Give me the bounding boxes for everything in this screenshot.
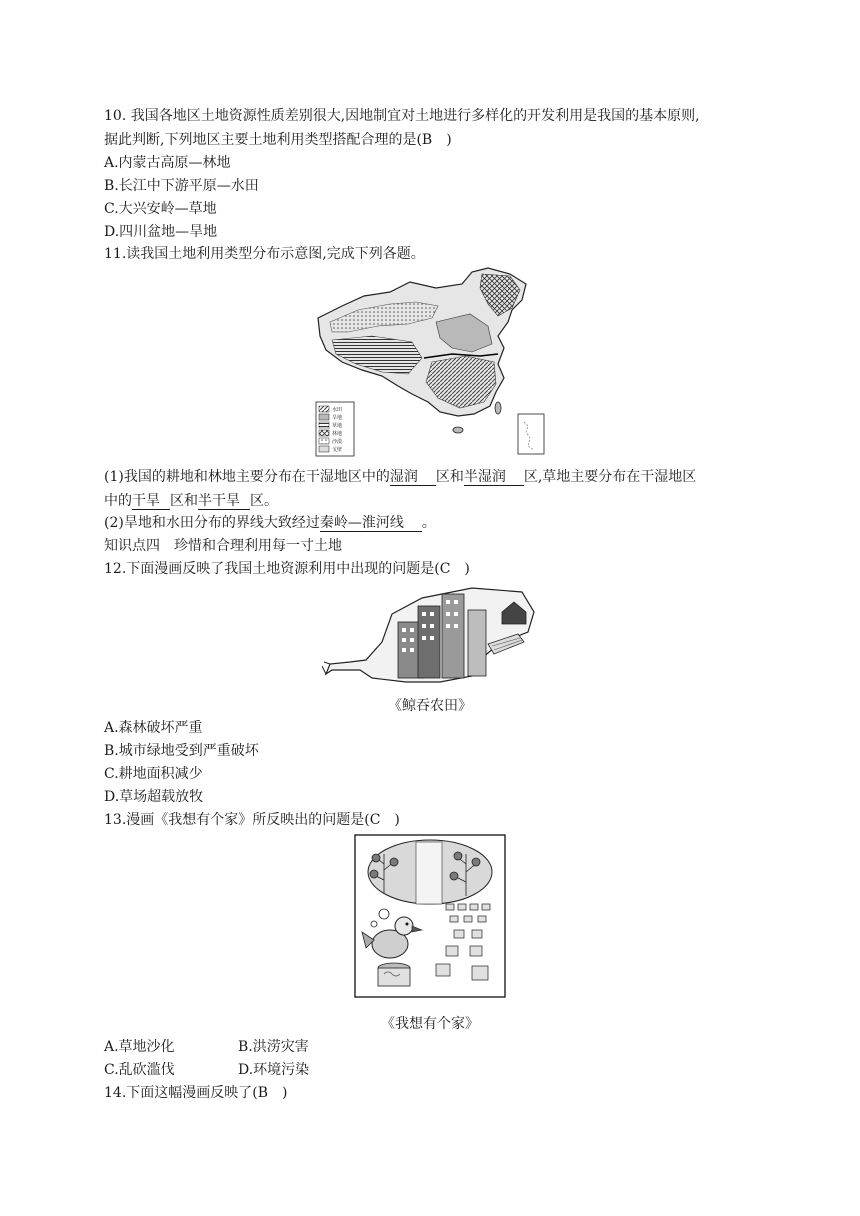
q11-stem: 11.读我国土地利用类型分布示意图,完成下列各题。 [104,246,425,262]
q10-option-b: B.长江中下游平原—水田 [104,178,259,194]
q11-sub1-line2 [104,491,278,511]
legend-forest: 林地 [332,431,343,437]
i-want-a-home-cartoon [354,834,506,998]
q11-sub1-text-c: 区,草地主要分布在干湿地区 [523,469,697,485]
q11-sub2 [104,513,436,533]
china-land-use-map [312,266,548,458]
section-heading-4: 知识点四 珍惜和合理利用每一寸土地 [104,538,342,554]
legend-desert: 沙漠 [332,439,343,445]
q13-option-c: C.乱砍滥伐 [104,1062,175,1078]
q11-sub1-text-e: 区和 [170,493,198,509]
q11-sub1-text-f: 区。 [250,493,278,509]
whale-swallows-farmland-cartoon [322,582,536,686]
q10-option-d: D.四川盆地—旱地 [104,224,218,240]
q12-option-c: C.耕地面积减少 [104,766,203,782]
q12-option-a: A.森林破坏严重 [104,720,203,736]
q11-answer-humid: 湿润 [390,469,436,486]
q11-answer-semi-humid: 半湿润 [464,469,524,486]
q11-sub1-line1 [104,467,696,487]
q12-caption: 《鲸吞农田》 [388,698,472,714]
legend-paddy: 水田 [332,407,343,413]
q13-stem: 13.漫画《我想有个家》所反映出的问题是(C ) [104,812,400,828]
legend-grassland: 草地 [332,423,343,429]
q10-option-c: C.大兴安岭—草地 [104,201,217,217]
q12-option-b: B.城市绿地受到严重破坏 [104,743,259,759]
q11-answer-arid: 干旱 [132,493,170,510]
q13-options-row2 [104,1060,309,1080]
q11-answer-boundary: 秦岭—淮河线 [320,515,422,532]
q13-option-a: A.草地沙化 [104,1039,175,1055]
q10-option-a: A.内蒙古高原—林地 [104,155,231,171]
legend-dryland: 旱地 [332,415,343,421]
q11-sub1-text-b: 区和 [435,469,464,485]
q11-sub2-text-b: 。 [421,515,436,531]
q13-option-d: D.环境污染 [238,1062,310,1078]
q10-stem-line1: 10. 我国各地区土地资源性质差别很大,因地制宜对土地进行多样化的开发利用是我国的基本原则, [104,108,700,124]
q11-answer-semi-arid: 半干旱 [198,493,250,510]
q12-stem: 12.下面漫画反映了我国土地资源利用中出现的问题是(C ) [104,561,470,577]
q10-stem-line2: 据此判断,下列地区主要土地利用类型搭配合理的是(B ) [104,132,452,148]
q11-sub1-text-d: 中的 [104,493,132,509]
q13-options-row1 [104,1037,309,1057]
q12-option-d: D.草场超载放牧 [104,789,204,805]
legend-gobi: 戈壁 [332,447,343,453]
q11-sub1-text-a: (1)我国的耕地和林地主要分布在干湿地区中的 [104,469,390,485]
q11-sub2-text-a: (2)旱地和水田分布的界线大致经过 [104,515,320,531]
q14-stem: 14.下面这幅漫画反映了(B ) [104,1085,288,1101]
q13-caption: 《我想有个家》 [381,1016,479,1032]
q13-option-b: B.洪涝灾害 [238,1039,309,1055]
